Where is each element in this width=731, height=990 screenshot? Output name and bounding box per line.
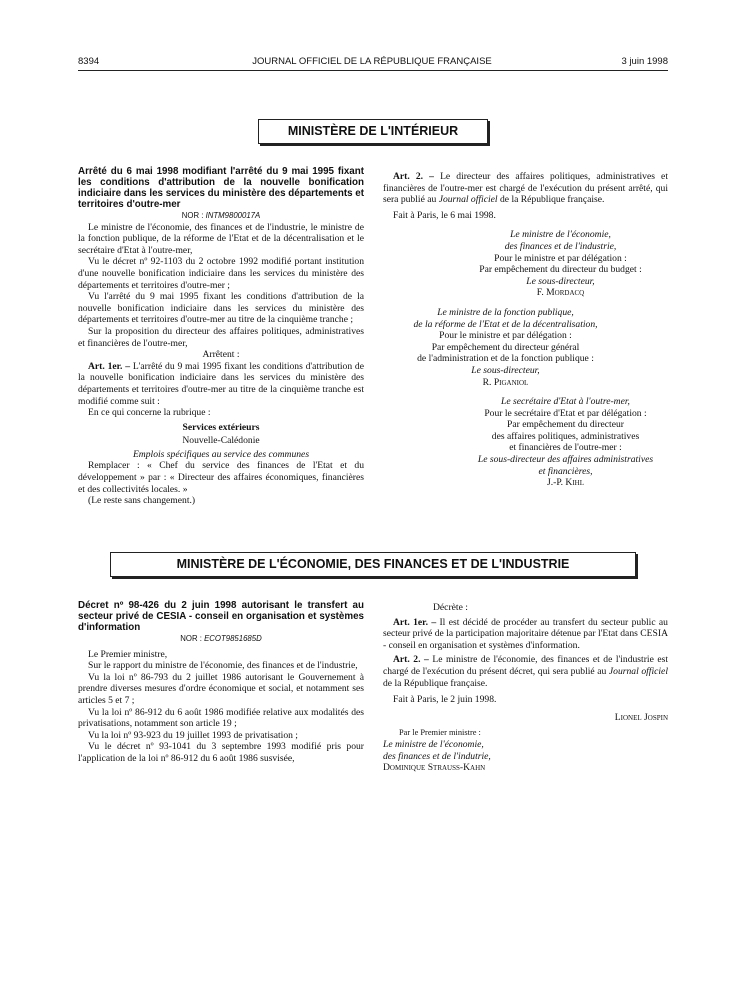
article-1 [78, 361, 364, 407]
sig-minister-line2: des finances et de l'indutrie, [383, 750, 491, 762]
signature-block-economie: Le ministre de l'économie, des finances et de l'industrie, Pour le ministre et par délégation : Par empêchement du directeur du budget : Le sous-directeur, F. Mordacq [383, 229, 668, 299]
signatory-kihl: J.-P. Kihl [547, 477, 584, 489]
nor-code: INTM9800017A [205, 211, 261, 220]
fait-a-paris: Fait à Paris, le 6 mai 1998. [393, 209, 496, 221]
arretent: Arrêtent : [202, 349, 240, 361]
signatory-strauss-kahn: Dominique Strauss-Kahn [383, 762, 486, 774]
arrete-right-column [383, 171, 668, 489]
visa-loi-86-793: Vu la loi nº 86-793 du 2 juillet 1986 autorisant le Gouvernement à prendre diverses mesures d'ordre économique et social, et notamment ses articles 5 et 7 ; [78, 671, 364, 706]
remplacer: Remplacer : « Chef du service des finances de l'Etat et du développement » par : « Directeur des affaires économiques, financières et des collectivités locales. » [78, 460, 364, 495]
journal-title: JOURNAL OFFICIEL DE LA RÉPUBLIQUE FRANÇAISE [252, 56, 492, 67]
decret-article-2: Art. 2. – Le ministre de l'économie, des finances et de l'industrie est chargé de l'exécution du présent décret, qui sera publié au Journal officiel de la République française. [383, 654, 668, 689]
nouvelle-caledonie: Nouvelle-Calédonie [182, 435, 260, 447]
par-le-premier-ministre: Par le Premier ministre : [399, 728, 481, 738]
nor-reference-decret: NOR : ECOT9851685D [180, 634, 262, 643]
nor-code-decret: ECOT9851685D [204, 634, 262, 643]
header-rule [78, 70, 668, 71]
decret-left-column [78, 600, 364, 765]
signatory-jospin: Lionel Jospin [614, 711, 668, 723]
reste-sans-changement: (Le reste sans changement.) [88, 495, 196, 507]
ministry-heading-interieur: MINISTÈRE DE L'INTÉRIEUR [258, 119, 488, 144]
decret-article-1: Art. 1er. – Il est décidé de procéder au transfert du secteur public au secteur privé de la participation majoritaire détenue par l'Etat dans CESIA - conseil en organisation et systèmes d'information. [383, 616, 668, 651]
nor-reference [78, 210, 364, 222]
visa-decret-93-1041: Vu le décret nº 93-1041 du 3 septembre 1993 modifié pris pour l'application de la loi nº 86-912 du 6 août 1986 susvisée, [78, 741, 364, 764]
article-1-label: Art. 1er. – [88, 360, 131, 372]
services-exterieurs: Services extérieurs [182, 421, 260, 433]
decrete: Décrète : [433, 602, 468, 613]
decret-title: Décret nº 98-426 du 2 juin 1998 autorisant le transfert au secteur privé de CESIA - conseil en organisation et systèmes d'information [78, 600, 364, 633]
preamble: Le ministre de l'économie, des finances et de l'industrie, le ministre de la fonction publique, de la réforme de l'Etat et de la décentralisation et le secrétaire d'Etat à l'outre-mer, [78, 221, 364, 256]
article-1-text: L'arrêté du 9 mai 1995 fixant les conditions d'attribution de la nouvelle bonification indiciaire dans les services du ministère des départements et territoires d'outre-mer au titre de la cinquième tranche est modifié comme suit : [78, 360, 364, 407]
signature-block-outre-mer: Le secrétaire d'Etat à l'outre-mer, Pour le secrétaire d'Etat et par délégation : Par empêchement du directeur des affaires politiques, administratives et financières de l'outre-mer : Le sous-directeur des affaires administratives et financières, J.-P. Kihl [383, 396, 668, 489]
signatory-piganiol: R. Piganiol [482, 376, 529, 388]
visa-arrete: Vu l'arrêté du 9 mai 1995 fixant les conditions d'attribution de la nouvelle bonification indiciaire dans les services du ministère des départements et territoires d'outre-mer au titre de la cinquième tranche ; [78, 291, 364, 326]
premier-ministre: Le Premier ministre, [88, 648, 168, 660]
visa-loi-86-912: Vu la loi nº 86-912 du 6 août 1986 modifiée relative aux modalités des privatisations, notamment son article 19 ; [78, 706, 364, 730]
ministry-heading-economie: MINISTÈRE DE L'ÉCONOMIE, DES FINANCES ET DE L'INDUSTRIE [110, 552, 636, 577]
issue-date: 3 juin 1998 [621, 56, 668, 67]
article-2-label: Art. 2. – [393, 171, 434, 182]
proposition: Sur la proposition du directeur des affaires politiques, administratives et financières de l'outre-mer, [78, 325, 364, 349]
signatory-mordacq: F. Mordacq [536, 287, 585, 299]
sur-le-rapport: Sur le rapport du ministre de l'économie, des finances et de l'industrie, [88, 660, 358, 672]
article-2: Art. 2. – Le directeur des affaires politiques, administratives et financières de l'outre-mer est chargé de l'exécution du présent arrêté, qui sera publié au Journal officiel de la République française. [383, 171, 668, 206]
signature-block-fonction-publique: Le ministre de la fonction publique, de la réforme de l'Etat et de la décentralisation, Pour le ministre et par délégation : Par empêchement du directeur général de l'administration et de la fonction publique : Le sous-directeur, R. Piganiol [383, 307, 668, 388]
arrete-title: Arrêté du 6 mai 1998 modifiant l'arrêté du 9 mai 1995 fixant les conditions d'attribution de la nouvelle bonification indiciaire dans les services du ministère des départements et territoires d'outre-mer [78, 166, 364, 210]
rubrique: En ce qui concerne la rubrique : [88, 407, 211, 419]
emplois-specifiques: Emplois spécifiques au service des communes [132, 448, 310, 460]
visa-loi-93-923: Vu la loi nº 93-923 du 19 juillet 1993 de privatisation ; [88, 729, 298, 741]
arrete-left-column [78, 166, 364, 507]
sig-minister-line1: Le ministre de l'économie, [383, 738, 484, 750]
visa-decret: Vu le décret nº 92-1103 du 2 octobre 1992 modifié portant institution d'une nouvelle bonification indiciaire dans les services du ministère des départements et territoires d'outre-mer ; [78, 256, 364, 291]
decret-right-column [383, 602, 668, 774]
nor-label: NOR : [181, 211, 204, 220]
fait-a-paris-decret: Fait à Paris, le 2 juin 1998. [393, 694, 497, 706]
page-number: 8394 [78, 56, 100, 67]
